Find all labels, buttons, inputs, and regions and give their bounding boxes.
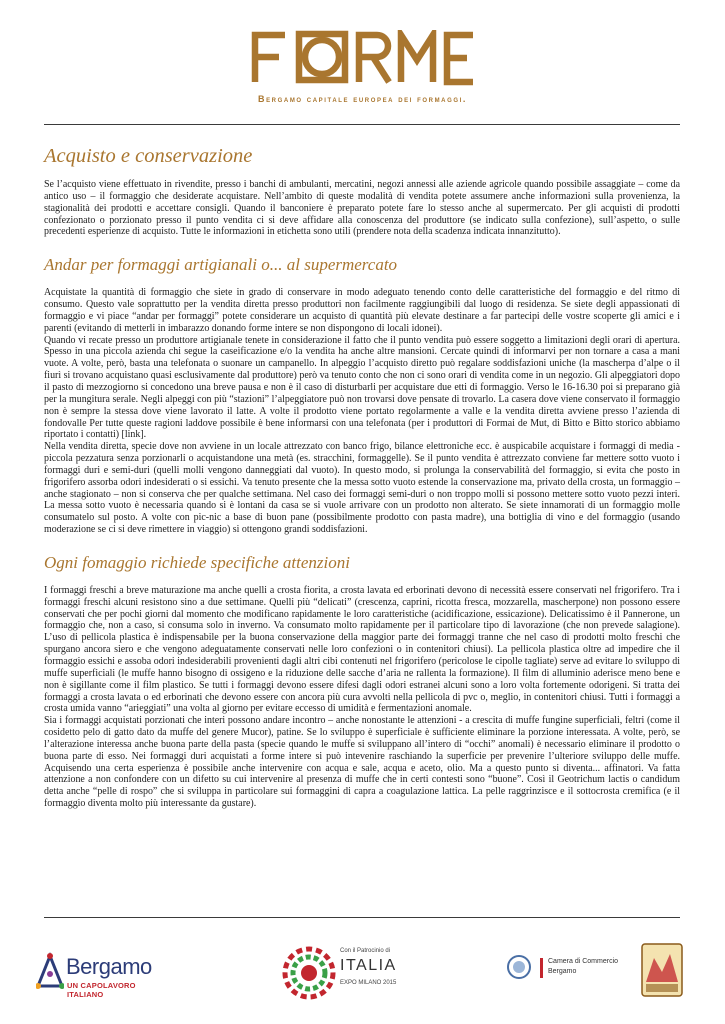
bergamo-tagline: UN CAPOLAVORO ITALIANO	[67, 981, 136, 999]
expo-patrocinio-logo	[282, 944, 422, 1004]
expo-event-label: EXPO MILANO 2015	[340, 980, 397, 986]
section-title: Andar per formaggi artigianali o... al supermercato	[44, 255, 398, 275]
paragraph: Quando vi recate presso un produttore artigianale tenete in considerazione il fatto che il punto vendita può essere soggetto a limitazioni degli orari di apertura. Spesso in una piccola azienda chi segue la caseificazione e/o la vendita ha anche altre mansioni. Cercate quindi di informarvi per non tornare a casa a mani vuote. A volte, però, basta una telefonata o suonare un campanello. In alpeggio l’acquisto diretto può regalare soddisfazioni uniche (la mascherpa d’alpe o il fiurì si trovano acquistano quasi esclusivamente dal produttore) però va tenuto conto che non ci sono orari di vendita come in un negozio. Gli alpeggiatori dopo il pasto di mezzogiorno si concedono una breve pausa e non è il caso di disturbarli per acquistare due etti di formaggio. Verso le 16-16.30 poi si preparano già per la mungitura serale. Negli alpeggi con più “stazioni” l’alpeggiatore può non trovarsi dove pensate di trovarlo. La casera dove viene conservato il formaggio non è sempre la stessa dove viene lavorato il latte. A volte il prodotto viene portato regolarmente a valle e la vendita diretta avviene presso l’azienda di fondovalle Per tutte queste ragioni laddove possibile è bene informarsi con una telefonata (per i produttori di Formai de Mut, di Bitto e Bitto storico abbiamo riportato i contatti) [link].	[44, 334, 680, 441]
paragraph: Sia i formaggi acquistati porzionati che interi possono andare incontro – anche nonostante le attenzioni - a crescita di muffe fungine superficiali, feltri (come il cosidetto pelo di gatto dato da muffe del genere Mucor), patine. Se lo sviluppo è superficiale è sufficiente eliminare la porzione interessata. A volte, però, se l’alterazione interessa anche buona parte della pasta (specie quando le muffe si sviluppano all’intero di “occhi” anomali) è necessario eliminare il prodotto o buona parte di esso. Nei formaggi duri acquistati a forme intere si può intevenire raschiando la superficie per prevenire l’ulteriore sviluppo delle muffe. Acquisendo una certa esperienza è possibile anche intervenire con acqua e sale, acqua e aceto, olio. Ma a questo punto si diventa... affinatori. Va fatta attenzione a non confondere con un difetto su cui intervenire al presenza di muffe che in certi contesti sono “buone”. Così il Geotrichum lactis o candidum detta anche “pelle di rospo” che si sviluppa in particolare sui formaggini di capra a coagulazione lattica. La pelle raggrinzisce e il sottocrosta cremifica (e il formaggio diventa molto più interessante da gustare).	[44, 715, 680, 810]
camera-commercio-logo	[540, 956, 630, 986]
citta-mille-sapori-logo	[640, 942, 684, 998]
bergamo-word: Bergamo	[66, 954, 152, 979]
top-divider	[44, 124, 680, 125]
bergamo-star-icon	[36, 952, 64, 992]
section-ogni-formaggio	[44, 550, 680, 810]
camera-line1: Camera di Commercio	[548, 958, 619, 965]
section-andar-per-formaggi	[44, 252, 680, 536]
paragraph: Nella vendita diretta, specie dove non avviene in un locale attrezzato con banco frigo, bilance elettroniche ecc. è auspicabile acquistare i formaggi di media -piccola pezzatura senza porzionarli o acquistandone una metà (es. stracchini, formaggelle). Se il punto vendita è attrezzato conviene far mettere sotto vuoto i formaggi duri e semi-duri (quelli molli vengono danneggiati dal vuoto). In questo modo, si prolunga la conservabilità del formaggio, si evita che posto in frigorifero assorba odori indesiderati o si essichi. Va tenuto presente che la messa sotto vuoto estende la conservazione ma, privato della crosta, un formaggio – anche stagionato – non si conserva che per qualche settimana. Nel caso dei formaggi semi-duri o non troppo molli si possono mettere sotto vuoto pezzi interi. La messa sotto vuoto è necessaria quando si è lontani da casa se si vuole arrivare con un prodotto non alterato. Se siete innamorati di un formaggio molle consumatelo sul posto. A volte con pic-nic a base di buon pane (possibilmente prodotto con pasta madre), una bottiglia di vino e del formaggio (usando moderazione se ci si deve rimettere in viaggio) si ottengono grandi soddisfazioni.	[44, 441, 680, 536]
paragraph: Acquistate la quantità di formaggio che siete in grado di conservare in modo adeguato tenendo conto delle caratteristiche del formaggio e del ritmo di consumo. Questo vale soprattutto per la vendita diretta presso produttori non facilmente raggiungibili dal luogo di residenza. Se siete degli appassionati di formaggio e vi piace “andar per formaggi” potete considerare un acquisto di quantità più elevate destinare a far partecipi delle vostre scoperte gli amici e i parenti (evitando di metterli in imbarazzo donando forme intere se non dispongono di locali idonei).	[44, 287, 680, 334]
patrocinio-label: Con il Patrocinio di	[340, 948, 391, 954]
bergamo-logo	[36, 952, 166, 999]
province-seal-icon	[506, 954, 532, 980]
italia-label: ITALIA	[340, 957, 397, 974]
expo-rosette-icon	[282, 946, 336, 1000]
forme-logo	[249, 30, 477, 86]
camera-line2: Bergamo	[548, 968, 577, 975]
bottom-divider	[44, 917, 680, 918]
brand-tagline: Bergamo capitale europea dei formaggi.	[257, 94, 468, 104]
section-title: Acquisto e conservazione	[44, 145, 253, 167]
section-title: Ogni fomaggio richiede specifiche attenzioni	[44, 552, 350, 572]
camera-bar-mark	[540, 958, 543, 978]
sponsor-footer	[0, 930, 725, 1020]
paragraph: Se l’acquisto viene effettuato in rivendite, presso i banchi di ambulanti, mercatini, negozi annessi alle aziende agricole quando possibile assaggiate – come da antico uso – il formaggio che desiderate acquistare. Nell’ambito di queste modalità di vendita potete assumere anche informazioni sulla provenienza, la stagionalità dei prodotti e accettare consigli. Quando il banconiere è preparato potete fare lo stesso anche al supermercato. Per gli acquisti di prodotti confezionato o porzionato presso il punto vendita ci si deve affidare alla conoscenza del produttore (se indicato sulla confezione), sull’aspetto, o sulle precedenti esperienze di acquisto. Tutte le informazioni in etichetta sono utili (prendere nota della scadenza indicata innanzitutto).	[44, 179, 680, 238]
section-acquisto	[44, 141, 680, 238]
article	[44, 141, 680, 810]
brand-header	[0, 30, 725, 104]
paragraph: I formaggi freschi a breve maturazione ma anche quelli a crosta fiorita, a crosta lavata ed erborinati devono di necessità essere conservati nel frigorifero. Tra i formaggi freschi alcuni resistono sino a due settimane. Quelli più “delicati” (crescenza, caprini, ricotta fresca, mozzarella, mascherpone) non possono essere conservati che per pochi giorni dal momento che modificano rapidamente le loro caratteristiche (acidificazione, essicazione). Delicatissimo è il Pannerone, un formaggio che, non a caso, si consuma solo in inverno. Va consumato molto rapidamente per il particolare tipo di lavorazione (che non prevede salagione). L’uso di pellicola plastica è indispensabile per la buona conservazione della maggior parte dei formaggi tranne che nel caso di prodotti molto freschi che spurgano ancora siero e che vengono adeguatamente conservati nelle loro confezioni o in contenitori chiusi). La pellicola plastica oltre ad impedire che il formaggio essichi e assoba odori indesiderabili provenienti dagli altri cibi contenuti nel frigorifero (pericolose le cipolle tagliate) serve ad evitare lo sviluppo di muffe superficiali (le muffe hanno bisogno di ossigeno e la riduzione delle sacche d’aria ne rallenta la formazione). Il film di alluminio aderisce meno bene e non è sigillante come il film plastico. Se tutti i formaggi devono essere difesi dagli odori estranei alcuni sono a loro volta fortemente odorigeni. Si tratta dei formaggi a crosta lavata o ed erborinati che devono essere con ancora più cura avvolti nella pellicola di pvc o, meglio, in contenitori chiusi. Tutti i formaggi a crosta umida vanno “arieggiati” una volta al giorno per evitare eccesso di umidità e fermentazioni anomale.	[44, 584, 680, 715]
